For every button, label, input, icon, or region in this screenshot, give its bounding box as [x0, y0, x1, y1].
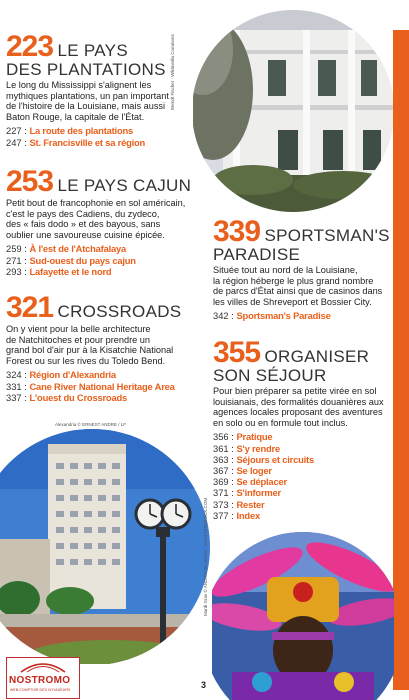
toc-link[interactable]: 247 : St. Francisville et sa région [6, 136, 146, 148]
photo-credit-clock: Alexandria © ERNEST ANDRE / LF [55, 422, 127, 427]
toc-link[interactable]: 271 : Sud-ouest du pays cajun [6, 254, 136, 266]
section-number: 355 [213, 336, 261, 369]
section-title-line2: SON SÉJOUR [213, 366, 327, 385]
section-description: Petit bout de francophonie en sol américain, c'est le pays des Cadiens, du zydeco, des « fais dodo » et des bayous, sans oublier une savoureuse cuisine épicée. [6, 198, 186, 240]
photo-credit-house: Berndt Fischer - Wikimedia Commons [170, 34, 175, 110]
toc-link[interactable]: 337 : L'ouest du Crossroads [6, 391, 128, 403]
toc-link[interactable]: 369 : Se déplacer [213, 476, 287, 488]
logo-name: NOSTROMO [9, 675, 71, 686]
section-sportsman [213, 215, 393, 322]
section-description: Le long du Mississippi s'alignent les mythiques plantations, un pan important de l'histoire de la Louisiane, mais aussi Baton Rouge, la capitale de l'État. [6, 80, 169, 122]
toc-link[interactable]: 373 : Rester [213, 498, 265, 510]
toc-link[interactable]: 367 : Se loger [213, 464, 272, 476]
nostromo-logo [6, 657, 80, 699]
toc-link[interactable]: 371 : S'informer [213, 487, 281, 499]
alexandria-clock-photo [0, 429, 210, 664]
section-number: 223 [6, 30, 54, 63]
section-title: LE PAYS [57, 41, 128, 60]
section-cajun [6, 165, 206, 277]
section-title: CROSSROADS [57, 302, 182, 321]
photo-credit-mask: Mardi Gras © ANDRIY BLOKHIN - SHUTTERSTOCK.COM [203, 497, 208, 616]
section-sejour [213, 336, 398, 521]
toc-link[interactable]: 342 : Sportsman's Paradise [213, 310, 331, 322]
section-number: 321 [6, 291, 54, 324]
toc-link[interactable]: 363 : Séjours et circuits [213, 453, 314, 465]
toc-link[interactable]: 361 : S'y rendre [213, 442, 280, 454]
plantation-house-photo [193, 10, 393, 213]
toc-link[interactable]: 356 : Pratique [213, 431, 273, 443]
section-number: 253 [6, 165, 54, 198]
section-title: ORGANISER [264, 347, 370, 366]
section-title-line2: PARADISE [213, 245, 301, 264]
section-title-line2: DES PLANTATIONS [6, 60, 166, 79]
mardi-gras-photo [212, 532, 394, 700]
section-plantations [6, 30, 191, 148]
toc-link[interactable]: 227 : La route des plantations [6, 125, 134, 137]
toc-link[interactable]: 331 : Cane River National Heritage Area [6, 380, 175, 392]
section-number: 339 [213, 215, 261, 248]
toc-link[interactable]: 324 : Région d'Alexandria [6, 369, 116, 381]
section-description: Pour bien préparer sa petite virée en sol louisianais, des formalités douanières aux agences locales proposant des aventures en solo ou en formule tout inclus. [213, 386, 384, 428]
section-description: On y vient pour la belle architecture de Natchitoches et pour prendre un grand bol d'air pur à la Kisatchie National Forest ou sur les rives du Toledo Bend. [6, 324, 174, 366]
section-title: LE PAYS CAJUN [57, 176, 192, 195]
logo-tagline: WEB COMPTOIR DES VOYAGEURS [10, 688, 71, 692]
toc-link[interactable]: 293 : Lafayette et le nord [6, 265, 112, 277]
section-crossroads [6, 291, 211, 403]
section-description: Située tout au nord de la Louisiane, la région héberge le plus grand nombre de parcs d'État ainsi que de casinos dans les villes de Shreveport et Bossier City. [213, 265, 383, 307]
section-title: SPORTSMAN'S [264, 226, 390, 245]
toc-link[interactable]: 377 : Index [213, 509, 260, 521]
toc-link[interactable]: 259 : À l'est de l'Atchafalaya [6, 243, 127, 255]
page-number: 3 [201, 680, 207, 690]
